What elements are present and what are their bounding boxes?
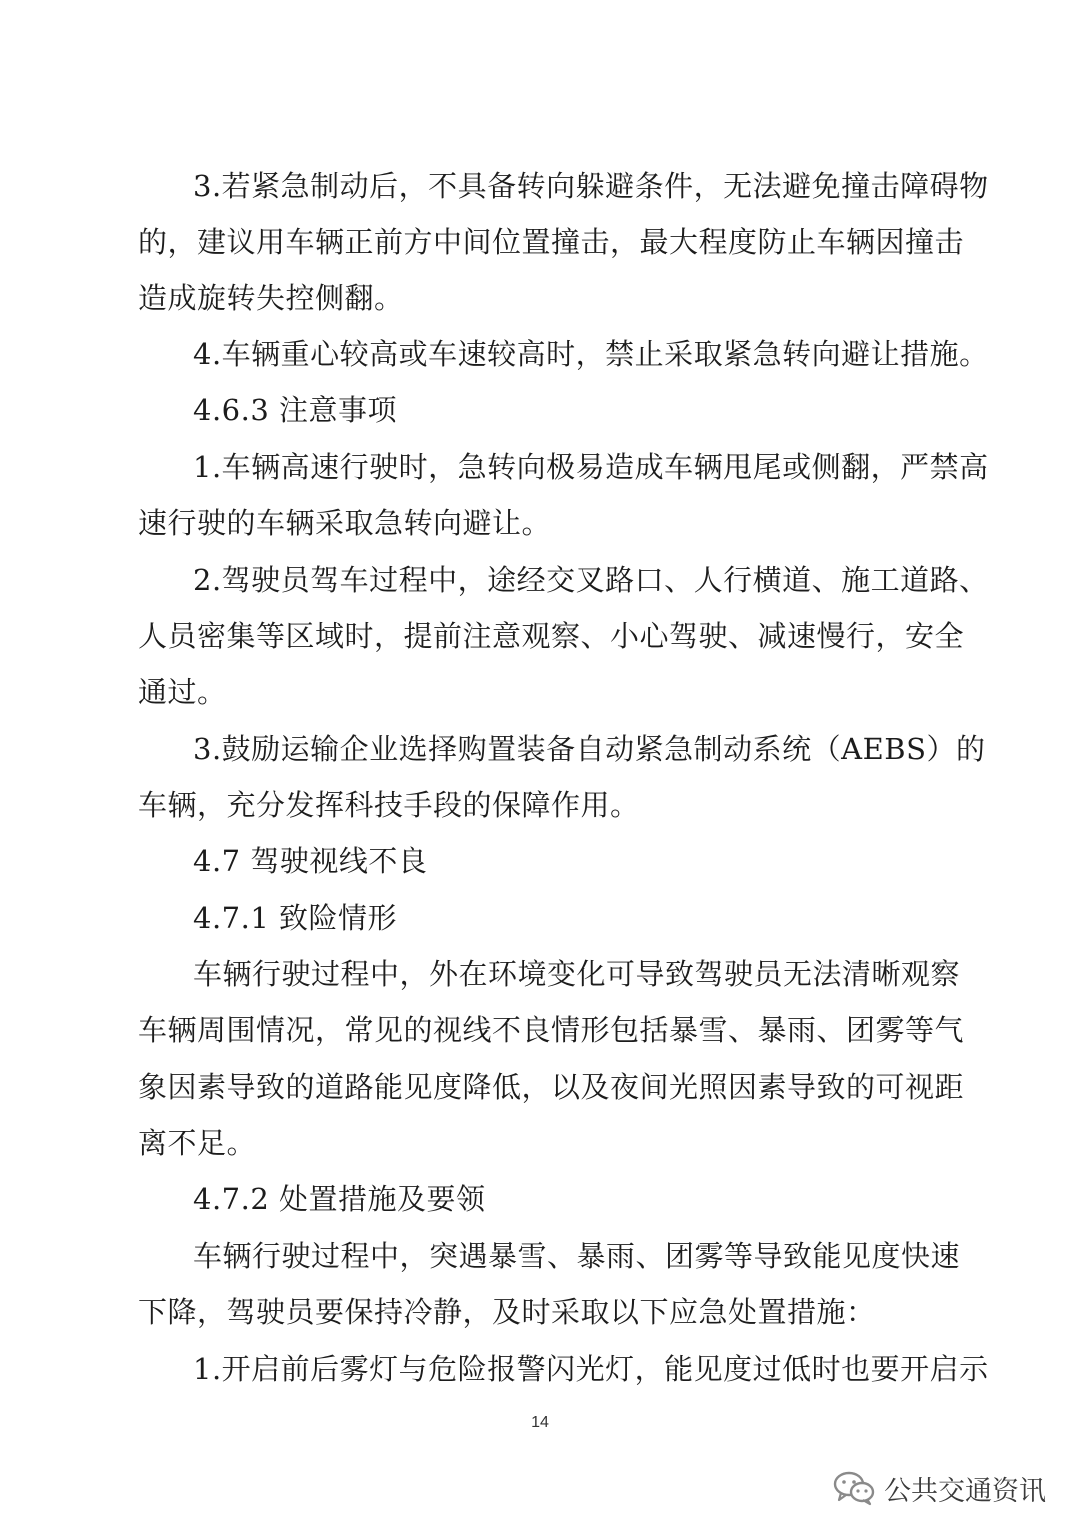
text-line: 4.车辆重心较高或车速较高时，禁止采取紧急转向避让措施。 [193, 337, 989, 371]
text-line: 象因素导致的道路能见度降低，以及夜间光照因素导致的可视距 [138, 1070, 965, 1104]
text-line: 人员密集等区域时，提前注意观察、小心驾驶、减速慢行，安全 [138, 619, 965, 653]
watermark-text: 公共交通资讯 [884, 1475, 1046, 1507]
watermark [832, 1468, 1046, 1508]
text-line: 3.若紧急制动后，不具备转向躲避条件，无法避免撞击障碍物 [193, 169, 989, 203]
text-line: 车辆行驶过程中，突遇暴雪、暴雨、团雾等导致能见度快速 [193, 1239, 961, 1273]
text-line: 离不足。 [138, 1126, 257, 1160]
text-line: 下降，驾驶员要保持冷静，及时采取以下应急处置措施： [138, 1295, 876, 1329]
text-line: 车辆行驶过程中，外在环境变化可导致驾驶员无法清晰观察 [193, 957, 961, 991]
text-line: 的，建议用车辆正前方中间位置撞击，最大程度防止车辆因撞击 [138, 225, 965, 259]
text-line: 2.驾驶员驾车过程中，途经交叉路口、人行横道、施工道路、 [193, 563, 989, 597]
text-line: 速行驶的车辆采取急转向避让。 [138, 506, 552, 540]
text-line: 车辆，充分发挥科技手段的保障作用。 [138, 788, 640, 822]
section-heading: 4.6.3 注意事项 [193, 393, 398, 427]
section-heading: 4.7.1 致险情形 [193, 901, 398, 935]
page-number: 14 [531, 1414, 549, 1431]
text-line: 1.开启前后雾灯与危险报警闪光灯，能见度过低时也要开启示 [193, 1352, 989, 1386]
text-line: 通过。 [138, 675, 227, 709]
section-heading: 4.7 驾驶视线不良 [193, 844, 428, 878]
text-line: 造成旋转失控侧翻。 [138, 281, 404, 315]
wechat-icon [832, 1470, 876, 1506]
section-heading: 4.7.2 处置措施及要领 [193, 1182, 486, 1216]
text-line: 1.车辆高速行驶时，急转向极易造成车辆甩尾或侧翻，严禁高 [193, 450, 989, 484]
text-line: 车辆周围情况，常见的视线不良情形包括暴雪、暴雨、团雾等气 [138, 1013, 965, 1047]
text-line: 3.鼓励运输企业选择购置装备自动紧急制动系统（AEBS）的 [193, 732, 986, 766]
